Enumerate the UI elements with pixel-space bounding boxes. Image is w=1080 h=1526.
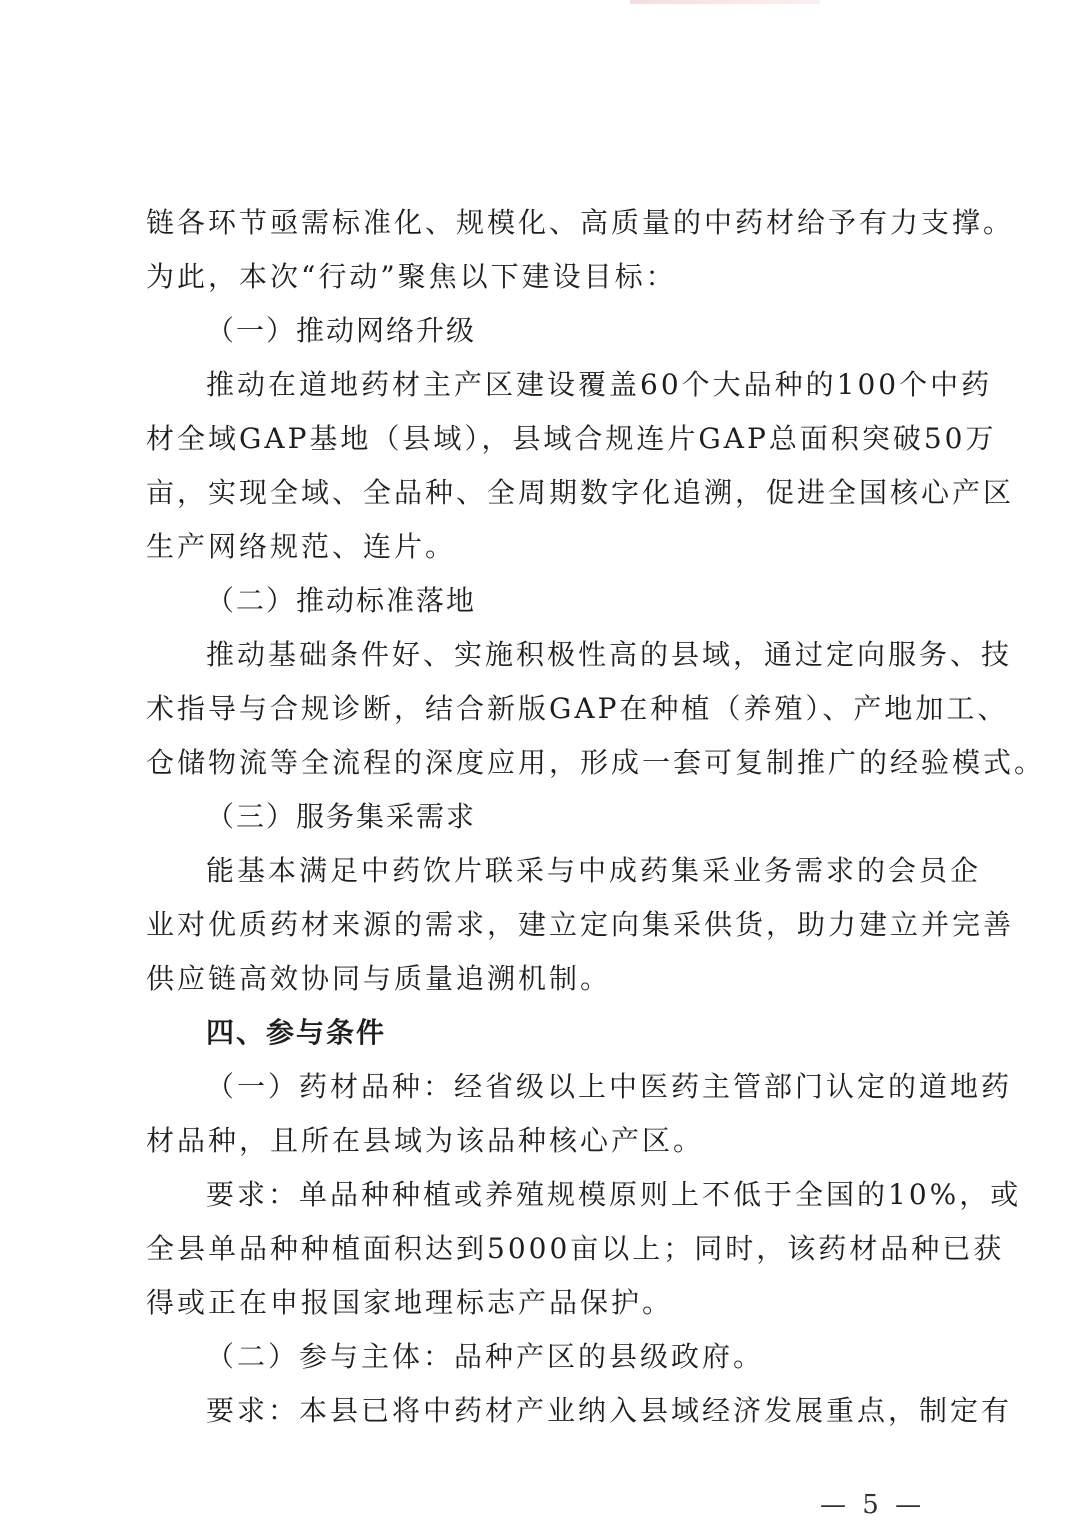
body-text-line: 生产网络规范、连片。 <box>146 530 457 563</box>
body-text-line: 为此，本次“行动”聚焦以下建设目标： <box>146 260 677 293</box>
subheading: （一）推动网络升级 <box>206 314 477 347</box>
body-text-line: 要求：本县已将中药材产业纳入县域经济发展重点，制定有 <box>206 1394 1013 1427</box>
subheading: （三）服务集采需求 <box>206 800 477 833</box>
body-text-line: （一）药材品种：经省级以上中医药主管部门认定的道地药 <box>206 1070 1013 1103</box>
body-text-line: 亩，实现全域、全品种、全周期数字化追溯，促进全国核心产区 <box>146 476 1015 509</box>
body-text-line: （二）参与主体：品种产区的县级政府。 <box>206 1340 765 1373</box>
body-text-line: 推动在道地药材主产区建设覆盖60个大品种的100个中药 <box>206 368 993 401</box>
body-text-line: 材品种，且所在县域为该品种核心产区。 <box>146 1124 705 1157</box>
page-number: — 5 — <box>820 1490 926 1520</box>
body-text-line: 业对优质药材来源的需求，建立定向集采供货，助力建立并完善 <box>146 908 1015 941</box>
body-text-line: 要求：单品种种植或养殖规模原则上不低于全国的10%，或 <box>206 1178 1022 1211</box>
subheading: （二）推动标准落地 <box>206 584 477 617</box>
section-title: 四、参与条件 <box>206 1016 387 1049</box>
body-text-line: 术指导与合规诊断，结合新版GAP在种植（养殖）、产地加工、 <box>146 692 1009 725</box>
body-text-line: 仓储物流等全流程的深度应用，形成一套可复制推广的经验模式。 <box>146 746 1046 779</box>
document-body <box>146 196 1046 1438</box>
body-text-line: 全县单品种种植面积达到5000亩以上；同时，该药材品种已获 <box>146 1232 1005 1265</box>
body-text-line: 能基本满足中药饮片联采与中成药集采业务需求的会员企 <box>206 854 982 887</box>
body-text-line: 供应链高效协同与质量追溯机制。 <box>146 962 612 995</box>
body-text-line: 得或正在申报国家地理标志产品保护。 <box>146 1286 674 1319</box>
scan-artifact-mark <box>630 0 820 4</box>
body-text-line: 材全域GAP基地（县域），县域合规连片GAP总面积突破50万 <box>146 422 997 455</box>
body-text-line: 链各环节亟需标准化、规模化、高质量的中药材给予有力支撑。 <box>146 206 1015 239</box>
body-text-line: 推动基础条件好、实施积极性高的县域，通过定向服务、技 <box>206 638 1013 671</box>
